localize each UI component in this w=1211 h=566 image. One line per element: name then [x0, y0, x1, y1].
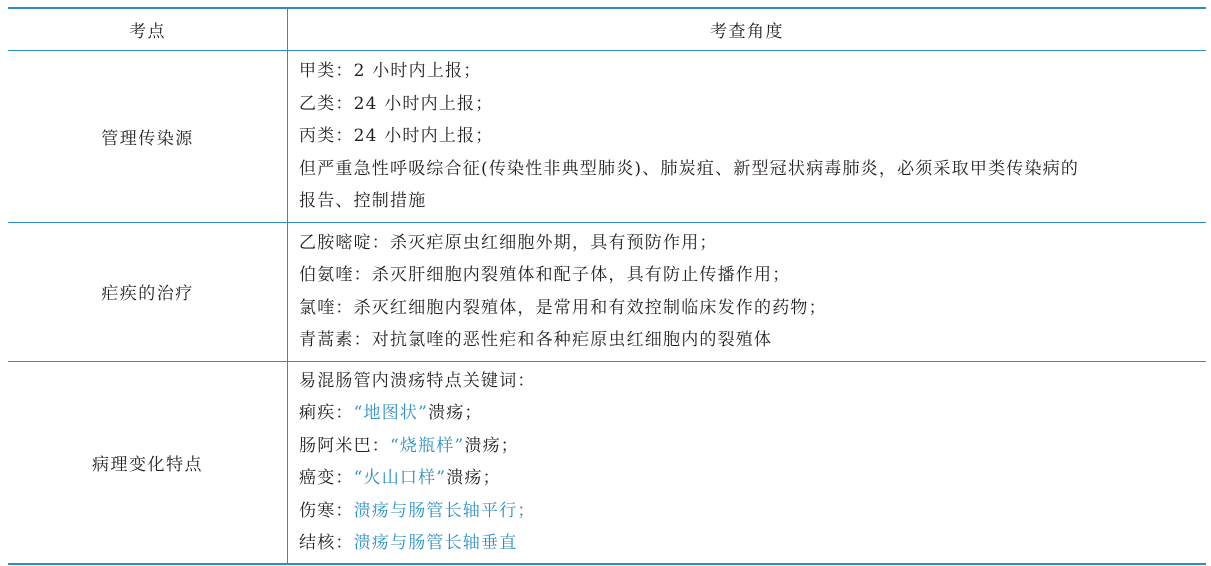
row-topic: 管理传染源 [8, 51, 288, 222]
header-topic: 考点 [8, 9, 288, 50]
detail-line: 乙类：24 小时内上报； [299, 93, 494, 114]
line-prefix: 痢疾： [299, 403, 354, 423]
detail-line: 丙类：24 小时内上报； [299, 126, 494, 146]
detail-line: 报告、控制措施 [299, 191, 427, 211]
row-detail [288, 223, 1206, 361]
detail-line: 氯喹：杀灭红细胞内裂殖体，是常用和有效控制临床发作的药物； [299, 297, 827, 318]
row-topic: 疟疾的治疗 [8, 223, 288, 361]
line-suffix: 溃疡； [464, 435, 519, 456]
line-highlight: “烧瓶样” [390, 435, 465, 456]
detail-line: 但严重急性呼吸综合征(传染性非典型肺炎)、肺炭疽、新型冠状病毒肺炎，必须采取甲类传染病的 [299, 158, 1080, 179]
detail-line [299, 462, 1206, 495]
row-detail [288, 51, 1206, 222]
table-header-row [8, 9, 1206, 51]
detail-line [299, 527, 1206, 560]
line-highlight: “地图状” [353, 403, 428, 423]
line-prefix: 伤寒： [299, 500, 354, 521]
table-row [8, 223, 1206, 362]
line-highlight: 溃疡与肠管长轴垂直 [353, 533, 518, 553]
line-prefix: 癌变： [299, 468, 354, 488]
detail-line: 甲类：2 小时内上报； [299, 61, 482, 81]
line-suffix: 溃疡； [428, 403, 483, 423]
detail-line: 乙胺嘧啶：杀灭疟原虫红细胞外期，具有预防作用； [299, 232, 718, 253]
detail-line [299, 495, 1206, 528]
detail-line: 青蒿素：对抗氯喹的恶性疟和各种疟原虫红细胞内的裂殖体 [299, 330, 773, 350]
line-highlight: 溃疡与肠管长轴平行； [353, 500, 536, 521]
detail-line [299, 430, 1206, 463]
line-highlight: “火山口样” [353, 468, 447, 488]
line-prefix: 肠阿米巴： [299, 435, 390, 456]
line-prefix: 易混肠管内溃疡特点关键词： [299, 370, 536, 391]
table-row [8, 362, 1206, 563]
detail-line: 伯氨喹：杀灭肝细胞内裂殖体和配子体，具有防止传播作用； [299, 265, 791, 285]
row-detail [288, 362, 1206, 563]
detail-line [299, 397, 1206, 430]
line-suffix: 溃疡； [446, 468, 501, 488]
line-prefix: 结核： [299, 533, 354, 553]
table-row [8, 51, 1206, 223]
detail-line [299, 365, 1206, 398]
exam-points-table [8, 7, 1206, 565]
row-topic: 病理变化特点 [8, 362, 288, 563]
header-detail: 考查角度 [710, 22, 784, 42]
